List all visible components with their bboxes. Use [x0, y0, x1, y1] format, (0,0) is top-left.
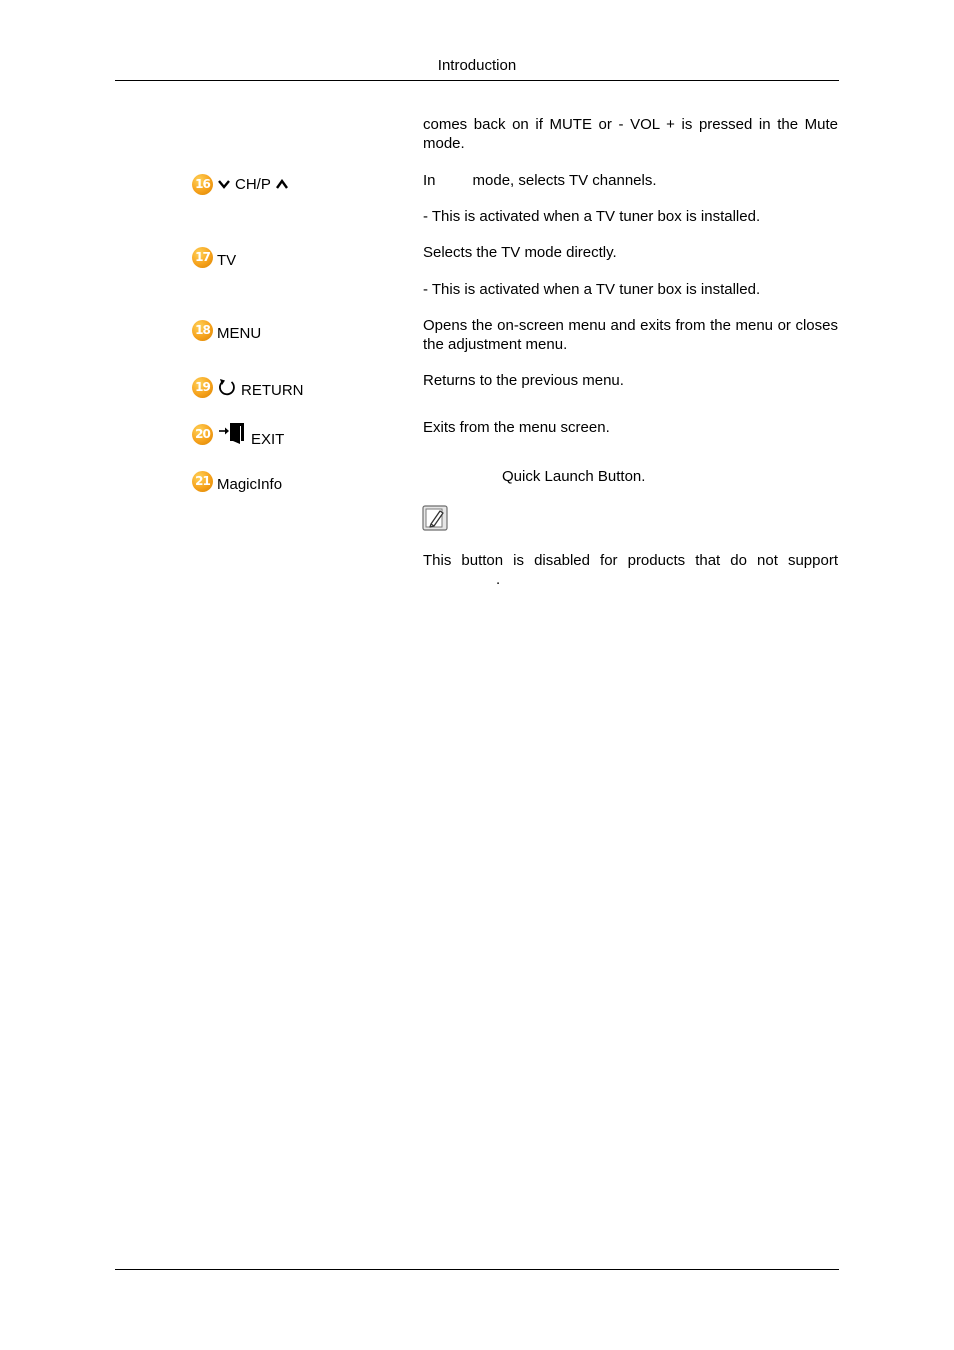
number-badge-20-icon: 20 — [192, 424, 213, 445]
exit-door-icon — [217, 422, 247, 446]
intro-text: comes back on if MUTE or - VOL + is pressed in the Mute mode. — [423, 116, 838, 152]
key-label-menu: MENU — [217, 324, 262, 342]
magicinfo-note-end: . — [496, 571, 501, 588]
chevron-up-icon — [275, 179, 289, 189]
magicinfo-description — [423, 467, 838, 486]
ch-p-description-prefix: In — [423, 172, 436, 189]
number-badge-16-icon: 16 — [192, 174, 213, 195]
page-title: Introduction — [437, 57, 517, 74]
ch-p-note: - This is activated when a TV tuner box is installed. — [423, 208, 761, 225]
key-label-magicinfo: MagicInfo — [217, 475, 283, 493]
key-menu — [192, 318, 261, 342]
key-ch-p — [192, 172, 289, 196]
chevron-down-icon — [217, 179, 231, 189]
key-tv — [192, 245, 236, 269]
tv-description: Selects the TV mode directly. — [423, 244, 617, 261]
return-arrow-icon — [217, 377, 237, 397]
number-badge-18-icon: 18 — [192, 320, 213, 341]
number-badge-17-icon: 17 — [192, 247, 213, 268]
number-badge-21-icon: 21 — [192, 471, 213, 492]
note-pencil-icon — [422, 505, 448, 531]
ch-p-description — [423, 171, 838, 190]
key-label-exit: EXIT — [251, 430, 285, 448]
key-magicinfo — [192, 469, 282, 493]
key-label-ch-p: CH/P — [235, 175, 271, 193]
key-exit — [192, 422, 284, 446]
tv-note: - This is activated when a TV tuner box is installed. — [423, 281, 761, 298]
exit-description: Exits from the menu screen. — [423, 419, 610, 436]
key-return — [192, 375, 304, 399]
header-divider — [115, 80, 839, 81]
key-label-return: RETURN — [241, 381, 304, 399]
key-label-tv: TV — [217, 251, 237, 269]
number-badge-19-icon: 19 — [192, 377, 213, 398]
ch-p-description-suffix: mode, selects TV channels. — [472, 172, 657, 189]
footer-divider — [115, 1269, 839, 1270]
menu-description: Opens the on-screen menu and exits from the menu or closes the adjustment menu. — [423, 317, 838, 353]
return-description: Returns to the previous menu. — [423, 372, 624, 389]
magicinfo-description-text: Quick Launch Button. — [502, 468, 646, 485]
magicinfo-note: This button is disabled for products that do not support — [423, 552, 838, 569]
